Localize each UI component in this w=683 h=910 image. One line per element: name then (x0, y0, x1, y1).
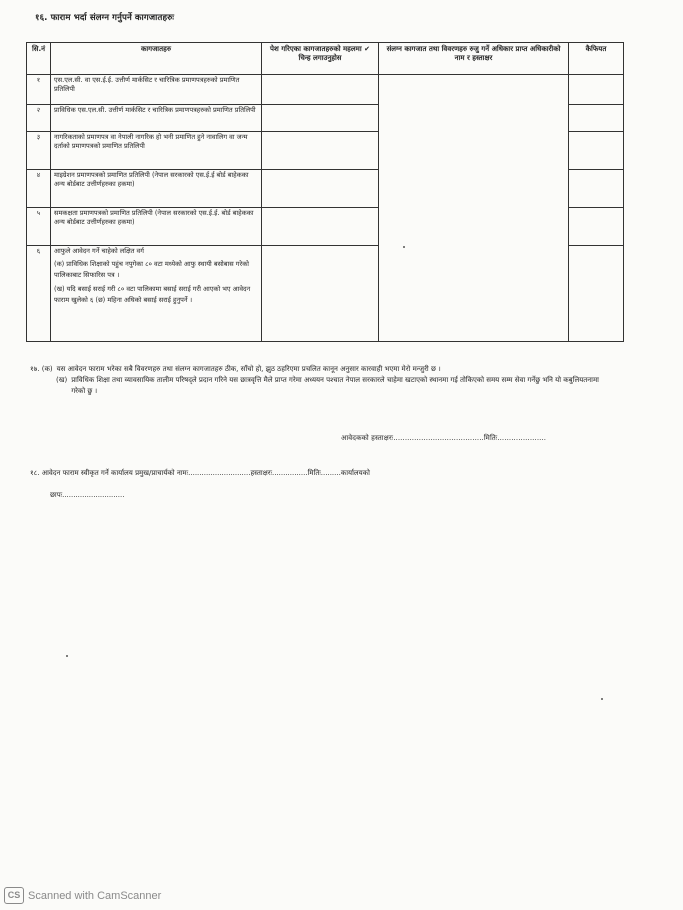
row-document: प्राविधिक एस.एल.सी. उत्तीर्ण मार्कसिट र चारित्रिक प्रमाणपत्रहरुको प्रमाणित प्रतिलिपी (51, 105, 262, 132)
header-remarks: कैफियत (569, 43, 624, 75)
table-header-row (27, 43, 624, 75)
header-mark: पेश गरिएका कागजातहरुको महलमा ✔ चिन्ह लगाउनुहोस (262, 43, 379, 75)
row-sn: ५ (27, 208, 51, 246)
row-sn: ३ (27, 132, 51, 170)
office-stamp-line[interactable]: छापः............................ (50, 491, 125, 499)
header-documents: कागजातहरु (51, 43, 262, 75)
camscanner-watermark (4, 887, 161, 904)
row-sn: २ (27, 105, 51, 132)
row-document: एस.एल.सी. वा एस.ई.ई. उत्तीर्ण मार्कसिट र चारित्रिक प्रमाणपत्रहरुको प्रमाणित प्रतिलिपी (51, 75, 262, 105)
declaration-b-text: प्राविधिक शिक्षा तथा व्यावसायिक तालीम परिषद्ले प्रदान गरिने यस छात्रवृत्ति मैले प्राप्त गरेमा अध्ययन पश्चात नेपाल सरकारले चाहेमा खटाएको स्थानमा गई तोकिएको समय सम्म सेवा गर्नेछु भनि यो कबुलियतनामा गरेको छु । (71, 375, 599, 395)
row-document: नागरिकताको प्रमाणपत्र वा नेपाली नागरिक हो भनी प्रमाणित हुने नावालिग वा जन्म दर्ताको प्रमाणपत्रको प्रमाणित प्रतिलिपी (51, 132, 262, 170)
declaration-a (30, 364, 600, 375)
checkmark-cell[interactable] (262, 105, 379, 132)
declaration-number: १७. (क) (30, 365, 53, 373)
checkmark-cell[interactable] (262, 208, 379, 246)
checkmark-cell[interactable] (262, 75, 379, 105)
declaration-block (30, 364, 600, 397)
row-sn: १ (27, 75, 51, 105)
row-document: समकक्षता प्रमाणपत्रको प्रमाणित प्रतिलिपी (नेपाल सरकारको एस.ई.ई. बोर्ड बाहेकका अन्य बोर्डबाट उत्तीर्णहरुका हकमा) (51, 208, 262, 246)
target-category-title: आफुले आवेदन गर्ने चाहेको लक्षित वर्ग (54, 247, 144, 255)
remarks-cell[interactable] (569, 246, 624, 342)
camscanner-text: Scanned with CamScanner (28, 889, 162, 902)
checkmark-cell[interactable] (262, 170, 379, 208)
checkmark-cell[interactable] (262, 132, 379, 170)
scan-speck (403, 246, 405, 248)
scan-speck (601, 698, 603, 700)
header-sn: सि.नं (27, 43, 51, 75)
remarks-cell[interactable] (569, 208, 624, 246)
checkmark-cell[interactable] (262, 246, 379, 342)
declaration-b-label: (ख) (56, 375, 68, 384)
remarks-cell[interactable] (569, 105, 624, 132)
header-authority: संलग्न कागजात तथा विवरणहरु रुजु गर्ने अधिकार प्राप्त अधिकारीको नाम र हस्ताक्षर (379, 43, 569, 75)
approval-line[interactable]: १८. आवेदन फाराम स्वीकृत गर्ने कार्यालय प्रमुख/प्राचार्यको नामः............................हस्ताक्षरः................मितिः.........कार्यालयको (30, 469, 370, 477)
row-document: माइग्रेशन प्रमाणपत्रको प्रमाणित प्रतिलिपी (नेपाल सरकारको एस.ई.ई बोर्ड बाहेकका अन्य बोर्डबाट उत्तीर्णहरुका हकमा) (51, 170, 262, 208)
declaration-a-text: यस आवेदन फाराम भरेका सबै विवरणहरु तथा संलग्न कागजातहरु ठीक, साँचो हो, झुठ ठहरिएमा प्रचलित कानून अनुसार कारवाही भएमा मेरो मन्जुरी छ । (56, 365, 441, 373)
remarks-cell[interactable] (569, 75, 624, 105)
remarks-cell[interactable] (569, 132, 624, 170)
documents-table (26, 42, 624, 342)
row-sn: ४ (27, 170, 51, 208)
remarks-cell[interactable] (569, 170, 624, 208)
target-option-a: (क) प्राविधिक शिक्षाको पहुंच नपुगेका ८० वटा मध्येको आफु स्थायी बसोबास गरेको पालिकाबाट सिफारिस पत्र । (54, 259, 249, 279)
authority-signature-cell[interactable] (379, 75, 569, 342)
applicant-signature-line[interactable]: आवेदकको हस्ताक्षरः.......................................मितिः..................... (341, 434, 547, 442)
row-document-target (51, 246, 262, 342)
scan-speck (66, 655, 68, 657)
table-row (27, 75, 624, 105)
camscanner-logo-icon: CS (4, 887, 24, 904)
section-title: १६. फाराम भर्दा संलग्न गर्नुपर्ने कागजातहरुः (35, 13, 175, 23)
row-sn: ६ (27, 246, 51, 342)
target-option-b: (ख) यदि बसाई सराई गरी ८० वटा पालिकामा बसाई सराई गरी आएको भए आवेदन फाराम खुलेको ६ (छ) महिना अघिको बसाई सराई हुनुपर्ने । (54, 284, 251, 304)
declaration-b (30, 375, 600, 397)
